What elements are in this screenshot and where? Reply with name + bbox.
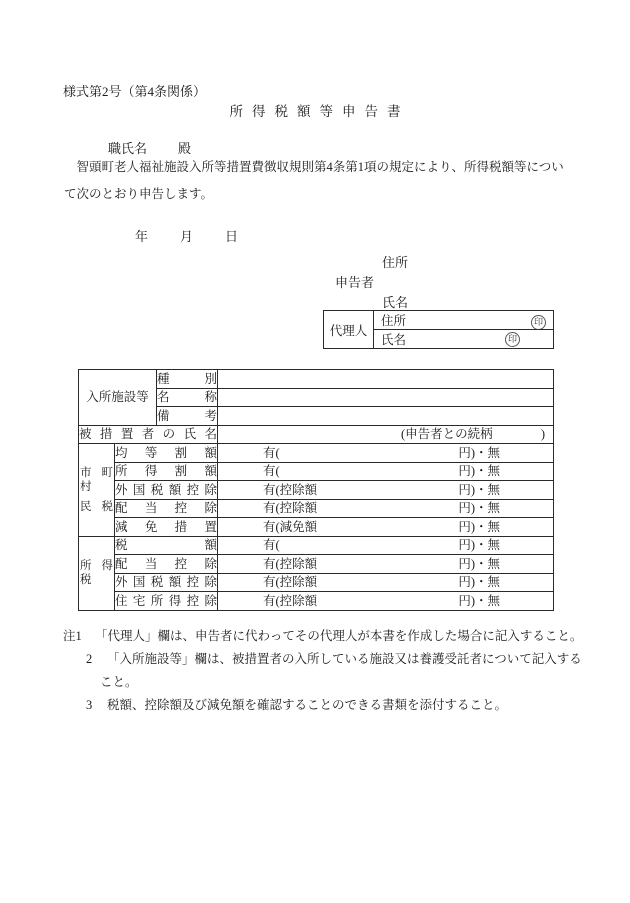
declarant-name-label: 氏名 (382, 295, 409, 310)
facility-remarks-label: 備考 (157, 407, 218, 426)
table-row (79, 444, 554, 463)
tax-row-value-cell (218, 499, 554, 518)
declarant-seal-icon: 印 (515, 294, 546, 348)
table-row (79, 536, 554, 555)
relation-prefix: (申告者との続柄 (401, 427, 493, 442)
form-number: 様式第2号（第4条関係） (63, 84, 207, 99)
agent-address-label: 住所 (374, 311, 554, 330)
tax-row-value-cell (218, 536, 554, 555)
value-prefix: 有(控除額 (263, 575, 318, 590)
note-text: 「入所施設等」欄は、被措置者の入所している施設又は養護受託者について記入する (107, 652, 582, 666)
note-number: 3 (86, 698, 93, 712)
person-name-label: 被措置者の氏名 (79, 425, 218, 444)
facility-remarks-value-cell (218, 407, 554, 426)
body-paragraph-line1: 智頭町老人福祉施設入所等措置費徴収規則第4条第1項の規定により、所得税額等につい (64, 160, 564, 174)
table-row (79, 555, 554, 574)
facility-type-value-cell (218, 370, 554, 389)
facility-group-label: 入所施設等 (79, 370, 157, 426)
note-text: 「代理人」欄は、申告者に代わってその代理人が本書を作成した場合に記入すること。 (95, 629, 583, 643)
tax-row-value-cell (218, 444, 554, 463)
tax-row-value-cell (218, 481, 554, 500)
agent-seal-icon: 印 (505, 332, 520, 347)
value-prefix: 有(控除額 (263, 556, 318, 571)
table-row (79, 573, 554, 592)
note-number: 2 (86, 652, 93, 666)
value-suffix: 円)・無 (458, 482, 501, 497)
tax-row-value-cell (218, 518, 554, 537)
table-row (79, 425, 554, 444)
agent-address-row (324, 311, 554, 330)
value-prefix: 有( (263, 445, 280, 460)
tax-row-label: 均等割額 (115, 444, 218, 463)
date-line (122, 214, 238, 259)
facility-name-value-cell (218, 388, 554, 407)
date-month-label: 月 (180, 229, 194, 244)
agent-table (323, 310, 554, 349)
value-suffix: 円)・無 (458, 538, 501, 553)
value-prefix: 有( (263, 464, 280, 479)
declaration-table (78, 369, 554, 611)
tax-row-label: 所得割額 (115, 462, 218, 481)
recipient-honorific: 殿 (178, 141, 192, 156)
declarant-address-label: 住所 (382, 255, 409, 270)
tax-row-label: 外国税額控除 (115, 573, 218, 592)
value-prefix: 有(控除額 (263, 501, 318, 516)
page-title: 所得税額等申告書 (229, 104, 410, 119)
agent-label: 代理人 (324, 311, 374, 349)
value-suffix: 円)・無 (458, 575, 501, 590)
tax-row-label: 税額 (115, 536, 218, 555)
body-paragraph-line2: て次のとおり申告します。 (64, 187, 214, 201)
table-row (79, 518, 554, 537)
declarant-label: 申告者 (335, 275, 375, 290)
value-prefix: 有(減免額 (263, 519, 318, 534)
municipal-tax-group-label: 市町村 民税 (79, 444, 115, 537)
note-text: 税額、控除額及び減免額を確認することのできる書類を添付すること。 (107, 698, 508, 712)
value-suffix: 円)・無 (458, 593, 501, 608)
agent-name-cell (374, 330, 554, 349)
agent-name-label: 氏名 (381, 333, 407, 347)
table-row (79, 370, 554, 389)
note-text-continuation: こと。 (100, 675, 138, 689)
value-suffix: 円)・無 (458, 519, 501, 534)
table-row (79, 592, 554, 611)
table-row (79, 481, 554, 500)
tax-row-label: 配当控除 (115, 499, 218, 518)
date-year-label: 年 (135, 229, 149, 244)
relation-suffix: ) (540, 427, 546, 442)
note-number: 注1 (63, 629, 82, 643)
tax-row-value-cell (218, 592, 554, 611)
value-suffix: 円)・無 (458, 445, 501, 460)
tax-row-value-cell (218, 555, 554, 574)
facility-type-label: 種別 (157, 370, 218, 389)
tax-row-value-cell (218, 573, 554, 592)
value-suffix: 円)・無 (458, 464, 501, 479)
tax-row-value-cell (218, 462, 554, 481)
income-tax-group-label: 所得税 (79, 536, 115, 610)
value-prefix: 有( (263, 538, 280, 553)
value-prefix: 有(控除額 (263, 593, 318, 608)
recipient-label: 職氏名 (108, 141, 148, 156)
value-suffix: 円)・無 (458, 556, 501, 571)
date-day-label: 日 (225, 229, 239, 244)
facility-name-label: 名称 (157, 388, 218, 407)
tax-row-label: 住宅所得控除 (115, 592, 218, 611)
tax-row-label: 配当控除 (115, 555, 218, 574)
value-prefix: 有(控除額 (263, 482, 318, 497)
tax-row-label: 減免措置 (115, 518, 218, 537)
table-row (79, 499, 554, 518)
table-row (79, 462, 554, 481)
person-name-value-cell (218, 425, 554, 444)
value-suffix: 円)・無 (458, 501, 501, 516)
tax-row-label: 外国税額控除 (115, 481, 218, 500)
